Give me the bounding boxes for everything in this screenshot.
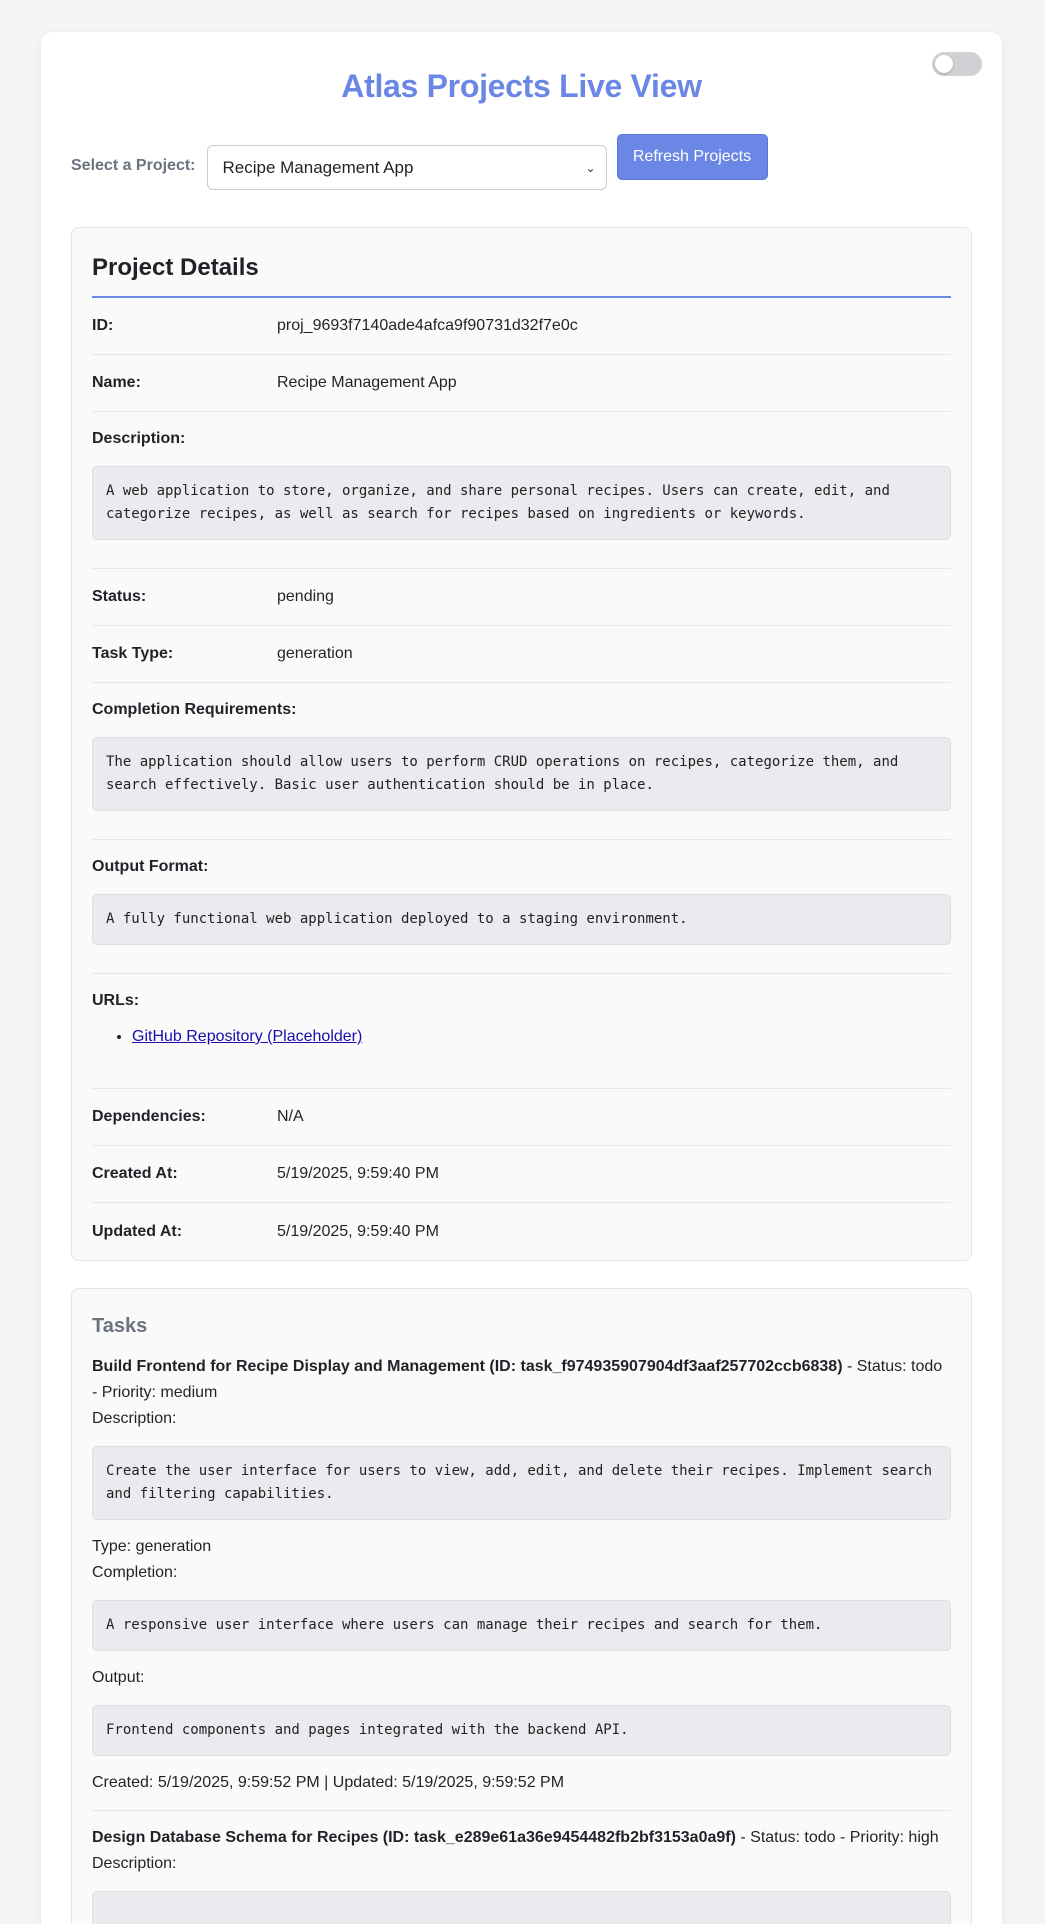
detail-row-updated	[92, 1203, 951, 1260]
tasks-heading: Tasks	[92, 1315, 148, 1337]
task-title: Design Database Schema for Recipes (ID: task_e289e61a36e9454482fb2bf3153a0a9f)	[92, 1829, 736, 1846]
detail-row-status	[92, 569, 951, 626]
task-description-label: Description:	[92, 1855, 177, 1872]
created-at-label: Created At:	[92, 1165, 178, 1182]
detail-row-task-type	[92, 626, 951, 683]
dependencies-value: N/A	[277, 1108, 304, 1125]
detail-row-created	[92, 1146, 951, 1203]
created-at-value: 5/19/2025, 9:59:40 PM	[277, 1165, 439, 1182]
completion-value: The application should allow users to perform CRUD operations on recipes, categorize them, and search effectively. Basic user authentication should be in place.	[92, 737, 951, 811]
task-completion-label: Completion:	[92, 1564, 178, 1581]
task-description-label: Description:	[92, 1410, 177, 1427]
task-description: Create the user interface for users to view, add, edit, and delete their recipes. Implement search and filtering capabilities.	[92, 1446, 951, 1520]
task-completion: A responsive user interface where users can manage their recipes and search for them.	[92, 1600, 951, 1651]
task-description	[92, 1891, 951, 1924]
tasks-panel	[71, 1288, 972, 1924]
chevron-down-icon: ⌄	[585, 160, 596, 175]
output-format-label: Output Format:	[92, 858, 209, 875]
task-type: Type: generation	[92, 1538, 212, 1555]
task-header	[92, 1354, 951, 1406]
detail-block-output	[92, 840, 951, 974]
page-title: Atlas Projects Live View	[341, 68, 702, 104]
name-label: Name:	[92, 374, 141, 391]
task-title: Build Frontend for Recipe Display and Management (ID: task_f974935907904df3aaf257702ccb6838)	[92, 1358, 843, 1375]
id-label: ID:	[92, 317, 114, 334]
description-label: Description:	[92, 430, 186, 447]
detail-row-name	[92, 355, 951, 412]
detail-block-urls	[92, 974, 951, 1089]
task-meta: - Status: todo - Priority: medium	[92, 1358, 943, 1401]
detail-block-completion	[92, 683, 951, 840]
output-format-value: A fully functional web application deployed to a staging environment.	[92, 894, 951, 945]
task-meta: - Status: todo - Priority: high	[740, 1829, 939, 1846]
status-label: Status:	[92, 588, 147, 605]
detail-block-description	[92, 412, 951, 569]
task-divider	[92, 1810, 951, 1811]
description-value: A web application to store, organize, and share personal recipes. Users can create, edit, and categorize recipes, as well as search for recipes based on ingredients or keywords.	[92, 466, 951, 540]
github-repository-link[interactable]: GitHub Repository (Placeholder)	[132, 1028, 363, 1045]
select-project-label: Select a Project:	[71, 156, 196, 174]
name-value: Recipe Management App	[277, 374, 457, 391]
urls-label: URLs:	[92, 992, 140, 1009]
id-value: proj_9693f7140ade4afca9f90731d32f7e0c	[277, 317, 578, 334]
urls-list	[132, 1028, 951, 1072]
url-list-item	[132, 1028, 951, 1046]
task-output-label: Output:	[92, 1669, 145, 1686]
completion-label: Completion Requirements:	[92, 701, 297, 718]
project-selector-row	[71, 137, 768, 190]
project-details-panel	[71, 227, 972, 1261]
task-header	[92, 1825, 951, 1851]
task-output: Frontend components and pages integrated with the backend API.	[92, 1705, 951, 1756]
detail-row-dependencies	[92, 1089, 951, 1146]
task-type-value: generation	[277, 645, 353, 662]
project-details-heading: Project Details	[92, 228, 951, 298]
task-item	[92, 1825, 951, 1924]
project-select-value: Recipe Management App	[222, 157, 414, 177]
project-select[interactable]	[207, 145, 607, 190]
main-card	[41, 32, 1002, 1924]
status-value: pending	[277, 588, 334, 605]
updated-at-label: Updated At:	[92, 1222, 183, 1240]
updated-at-value: 5/19/2025, 9:59:40 PM	[277, 1222, 439, 1240]
task-timestamps: Created: 5/19/2025, 9:59:52 PM | Updated: 5/19/2025, 9:59:52 PM	[92, 1774, 565, 1791]
task-item	[92, 1354, 951, 1811]
detail-row-id	[92, 298, 951, 355]
dependencies-label: Dependencies:	[92, 1108, 206, 1125]
refresh-projects-button[interactable]: Refresh Projects	[617, 134, 768, 180]
task-type-label: Task Type:	[92, 645, 174, 662]
